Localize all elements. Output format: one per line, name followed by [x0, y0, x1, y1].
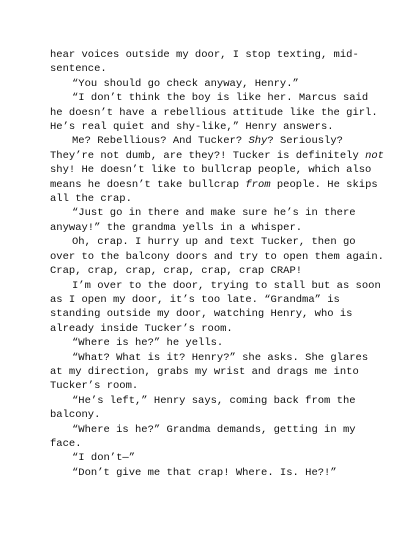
paragraph: [50, 451, 386, 465]
paragraph: [50, 423, 386, 452]
paragraph-text: hear voices outside my door, I stop texting, mid-sentence.: [50, 49, 359, 76]
emphasis-text: from: [245, 178, 271, 191]
paragraph-text: people. He skips all the crap.: [50, 178, 384, 206]
paragraph: [50, 91, 386, 134]
paragraph: [50, 466, 386, 480]
paragraph: [50, 206, 386, 235]
paragraph-text: “You should go check anyway, Henry.”: [72, 77, 299, 90]
paragraph-text: “Just go in there and make sure he’s in there anyway!” the grandma yells in a whisper.: [50, 207, 362, 234]
paragraph: [50, 235, 391, 278]
paragraph: [50, 351, 386, 394]
paragraph-text: “I don’t think the boy is like her. Marcus said he doesn’t have a rebellious attitude like the girl. He’s real quiet and shy-like,” Henry answers.: [50, 92, 384, 134]
paragraph-text: “Where is he?” Grandma demands, getting in my face.: [50, 423, 362, 450]
paragraph-text: shy! He doesn’t like to bullcrap people, which also means he doesn’t take bullcrap: [50, 149, 391, 191]
paragraph-text: ? Seriously? They’re not dumb, are they?! Tucker is definitely: [50, 135, 366, 162]
paragraph-text: “What? What is it? Henry?” she asks. She glares at my direction, grabs my wrist and drags me into Tucker’s room.: [50, 351, 375, 393]
paragraph-text: Me? Rebellious? And Tucker?: [72, 135, 249, 148]
paragraph-text: “Where is he?” he yells.: [72, 337, 224, 350]
paragraph: [50, 48, 386, 77]
paragraph: [50, 336, 386, 350]
paragraph-text: Oh, crap. I hurry up and text Tucker, then go over to the balcony doors and try to open them again. Crap, crap, crap, crap, crap, crap CRAP!: [50, 236, 391, 278]
paragraph: [50, 394, 386, 423]
paragraph: [50, 134, 391, 206]
body-text: [50, 48, 391, 480]
paragraph-text: I’m over to the door, trying to stall but as soon as I open my door, it’s too late. “Grandma” is standing outside my door, watching Henry, who is already inside Tucker’s room.: [50, 279, 388, 335]
emphasis-text: not: [365, 149, 384, 162]
paragraph-text: “I don’t—”: [72, 452, 136, 465]
paragraph-text: “Don’t give me that crap! Where. Is. He?!”: [72, 466, 337, 479]
paragraph-text: “He’s left,” Henry says, coming back from the balcony.: [50, 394, 362, 422]
paragraph: [50, 279, 386, 337]
paragraph: [50, 77, 386, 91]
emphasis-text: Shy: [248, 135, 268, 148]
